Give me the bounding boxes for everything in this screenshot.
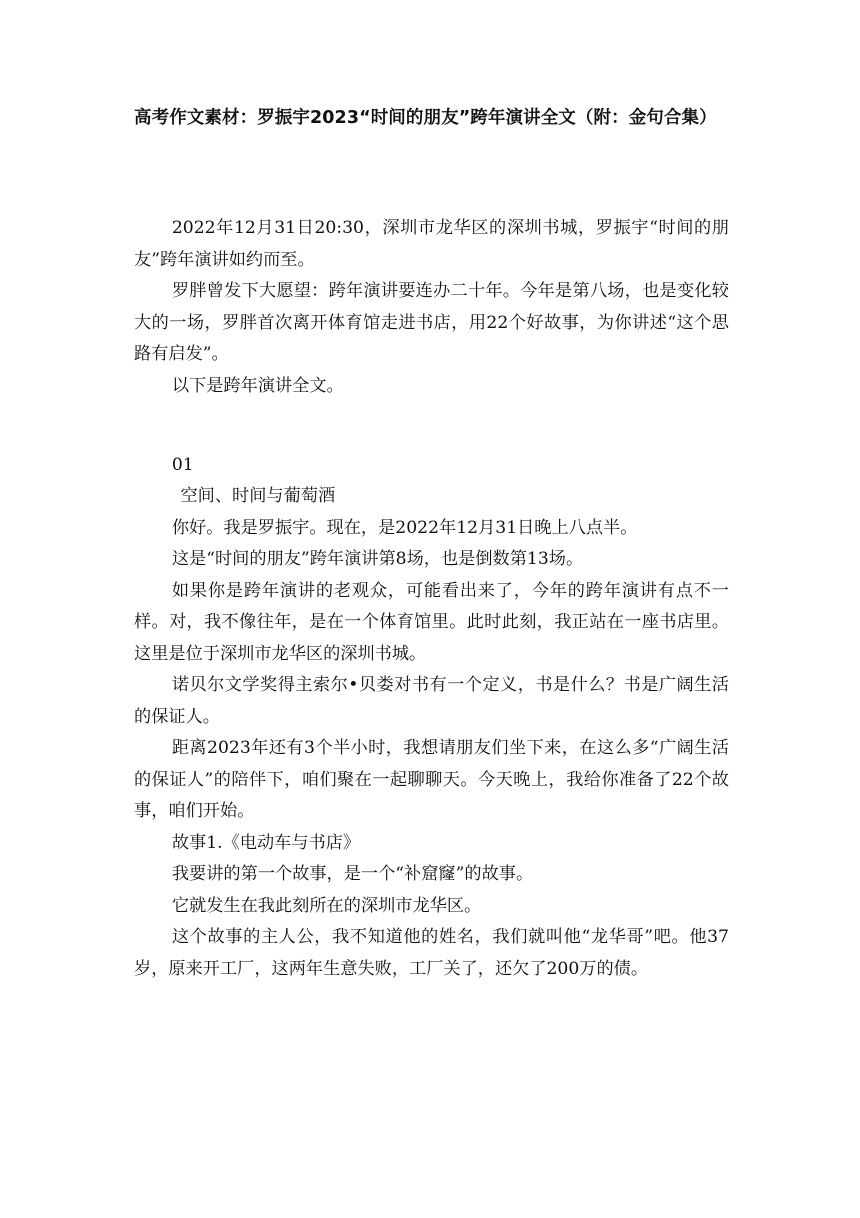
- body-paragraph-6: 我要讲的第一个故事，是一个“补窟窿”的故事。: [171, 864, 534, 884]
- section-number: 01: [171, 454, 194, 475]
- intro-paragraph-2: 罗胖曾发下大愿望：跨年演讲要连办二十年。今年是第八场，也是变化较大的一场，罗胖首次离开体育馆走进书店，用22个好故事，为你讲述“这个思路有启发”。: [134, 281, 729, 364]
- body-paragraph-5: 距离2023年还有3个半小时，我想请朋友们坐下来，在这么多“广阔生活的保证人”的陪伴下，咱们聚在一起聊聊天。今天晚上，我给你准备了22个故事，咱们开始。: [134, 738, 729, 821]
- body-paragraph-7: 它就发生在我此刻所在的深圳市龙华区。: [171, 895, 482, 916]
- body-paragraph-4: 诺贝尔文学奖得主索尔•贝娄对书有一个定义，书是什么？书是广阔生活的保证人。: [134, 675, 729, 727]
- document-title: 高考作文素材：罗振宇2023“时间的朋友”跨年演讲全文（附：金句合集）: [134, 108, 717, 128]
- intro-paragraph-3: 以下是跨年演讲全文。: [171, 375, 344, 396]
- body-paragraph-1: 你好。我是罗振宇。现在，是2022年12月31日晚上八点半。: [171, 517, 638, 538]
- body-paragraph-2: 这是“时间的朋友”跨年演讲第8场，也是倒数第13场。: [171, 549, 584, 569]
- intro-paragraph-1: 2022年12月31日20:30，深圳市龙华区的深圳书城，罗振宇“时间的朋友”跨年演讲如约而至。: [134, 218, 729, 270]
- section-title: 空间、时间与葡萄酒: [180, 486, 336, 506]
- body-paragraph-3: 如果你是跨年演讲的老观众，可能看出来了，今年的跨年演讲有点不一样。对，我不像往年，是在一个体育馆里。此时此刻，我正站在一座书店里。这里是位于深圳市龙华区的深圳书城。: [134, 580, 729, 664]
- document-body: [134, 213, 729, 985]
- spacer: [134, 434, 729, 450]
- spacer: [134, 402, 729, 434]
- body-paragraph-8: 这个故事的主人公，我不知道他的姓名，我们就叫他“龙华哥”吧。他37岁，原来开工厂，这两年生意失败，工厂关了，还欠了200万的债。: [134, 927, 729, 979]
- story-heading: 故事1.《电动车与书店》: [171, 832, 361, 853]
